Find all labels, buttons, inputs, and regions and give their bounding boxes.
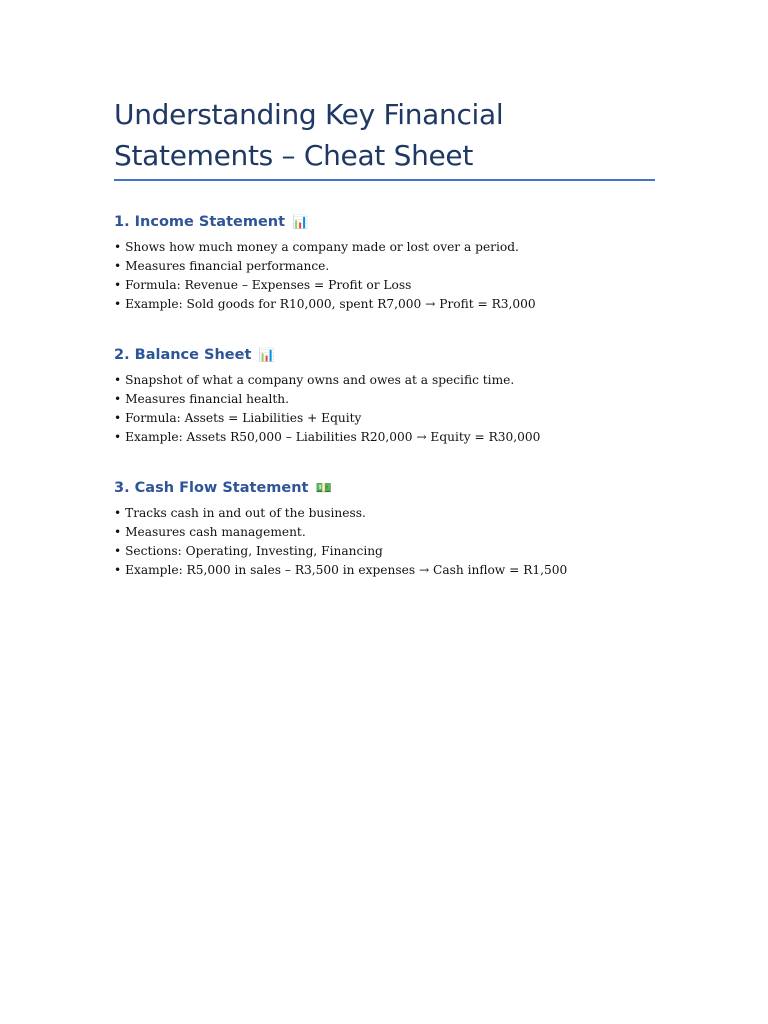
document-title-line-1: Understanding Key Financial: [114, 98, 504, 131]
bullet-item: • Formula: Assets = Liabilities + Equity: [114, 411, 362, 425]
bullet-item: • Example: Sold goods for R10,000, spent R7,000 → Profit = R3,000: [114, 297, 536, 311]
bullet-list: [114, 238, 655, 314]
section-income-statement: [114, 209, 655, 314]
section-heading-label: 3. Cash Flow Statement: [114, 480, 309, 496]
bullet-item: • Measures financial health.: [114, 392, 289, 406]
bullet-list: [114, 371, 655, 447]
chart-icon: 📊: [292, 215, 309, 230]
section-heading: [114, 342, 655, 369]
section-heading-label: 1. Income Statement: [114, 214, 286, 230]
bullet-item: • Tracks cash in and out of the business.: [114, 506, 366, 520]
document-title-line-2: Statements – Cheat Sheet: [114, 139, 474, 172]
bullet-item: • Shows how much money a company made or lost over a period.: [114, 240, 519, 254]
money-icon: 💵: [315, 481, 332, 496]
bullet-list: [114, 504, 655, 580]
section-heading-label: 2. Balance Sheet: [114, 347, 252, 363]
chart-icon: 📊: [258, 348, 275, 363]
bullet-item: • Measures financial performance.: [114, 259, 330, 273]
bullet-item: • Example: R5,000 in sales – R3,500 in expenses → Cash inflow = R1,500: [114, 563, 568, 577]
bullet-item: • Snapshot of what a company owns and owes at a specific time.: [114, 373, 515, 387]
section-balance-sheet: [114, 342, 655, 447]
bullet-item: • Example: Assets R50,000 – Liabilities R20,000 → Equity = R30,000: [114, 430, 541, 444]
section-cash-flow-statement: [114, 475, 655, 580]
document-title: [114, 94, 655, 176]
bullet-item: • Formula: Revenue – Expenses = Profit or Loss: [114, 278, 412, 292]
section-heading: [114, 475, 655, 502]
bullet-item: • Sections: Operating, Investing, Financing: [114, 544, 383, 558]
title-underline-divider: [114, 179, 655, 181]
section-heading: [114, 209, 655, 236]
bullet-item: • Measures cash management.: [114, 525, 306, 539]
